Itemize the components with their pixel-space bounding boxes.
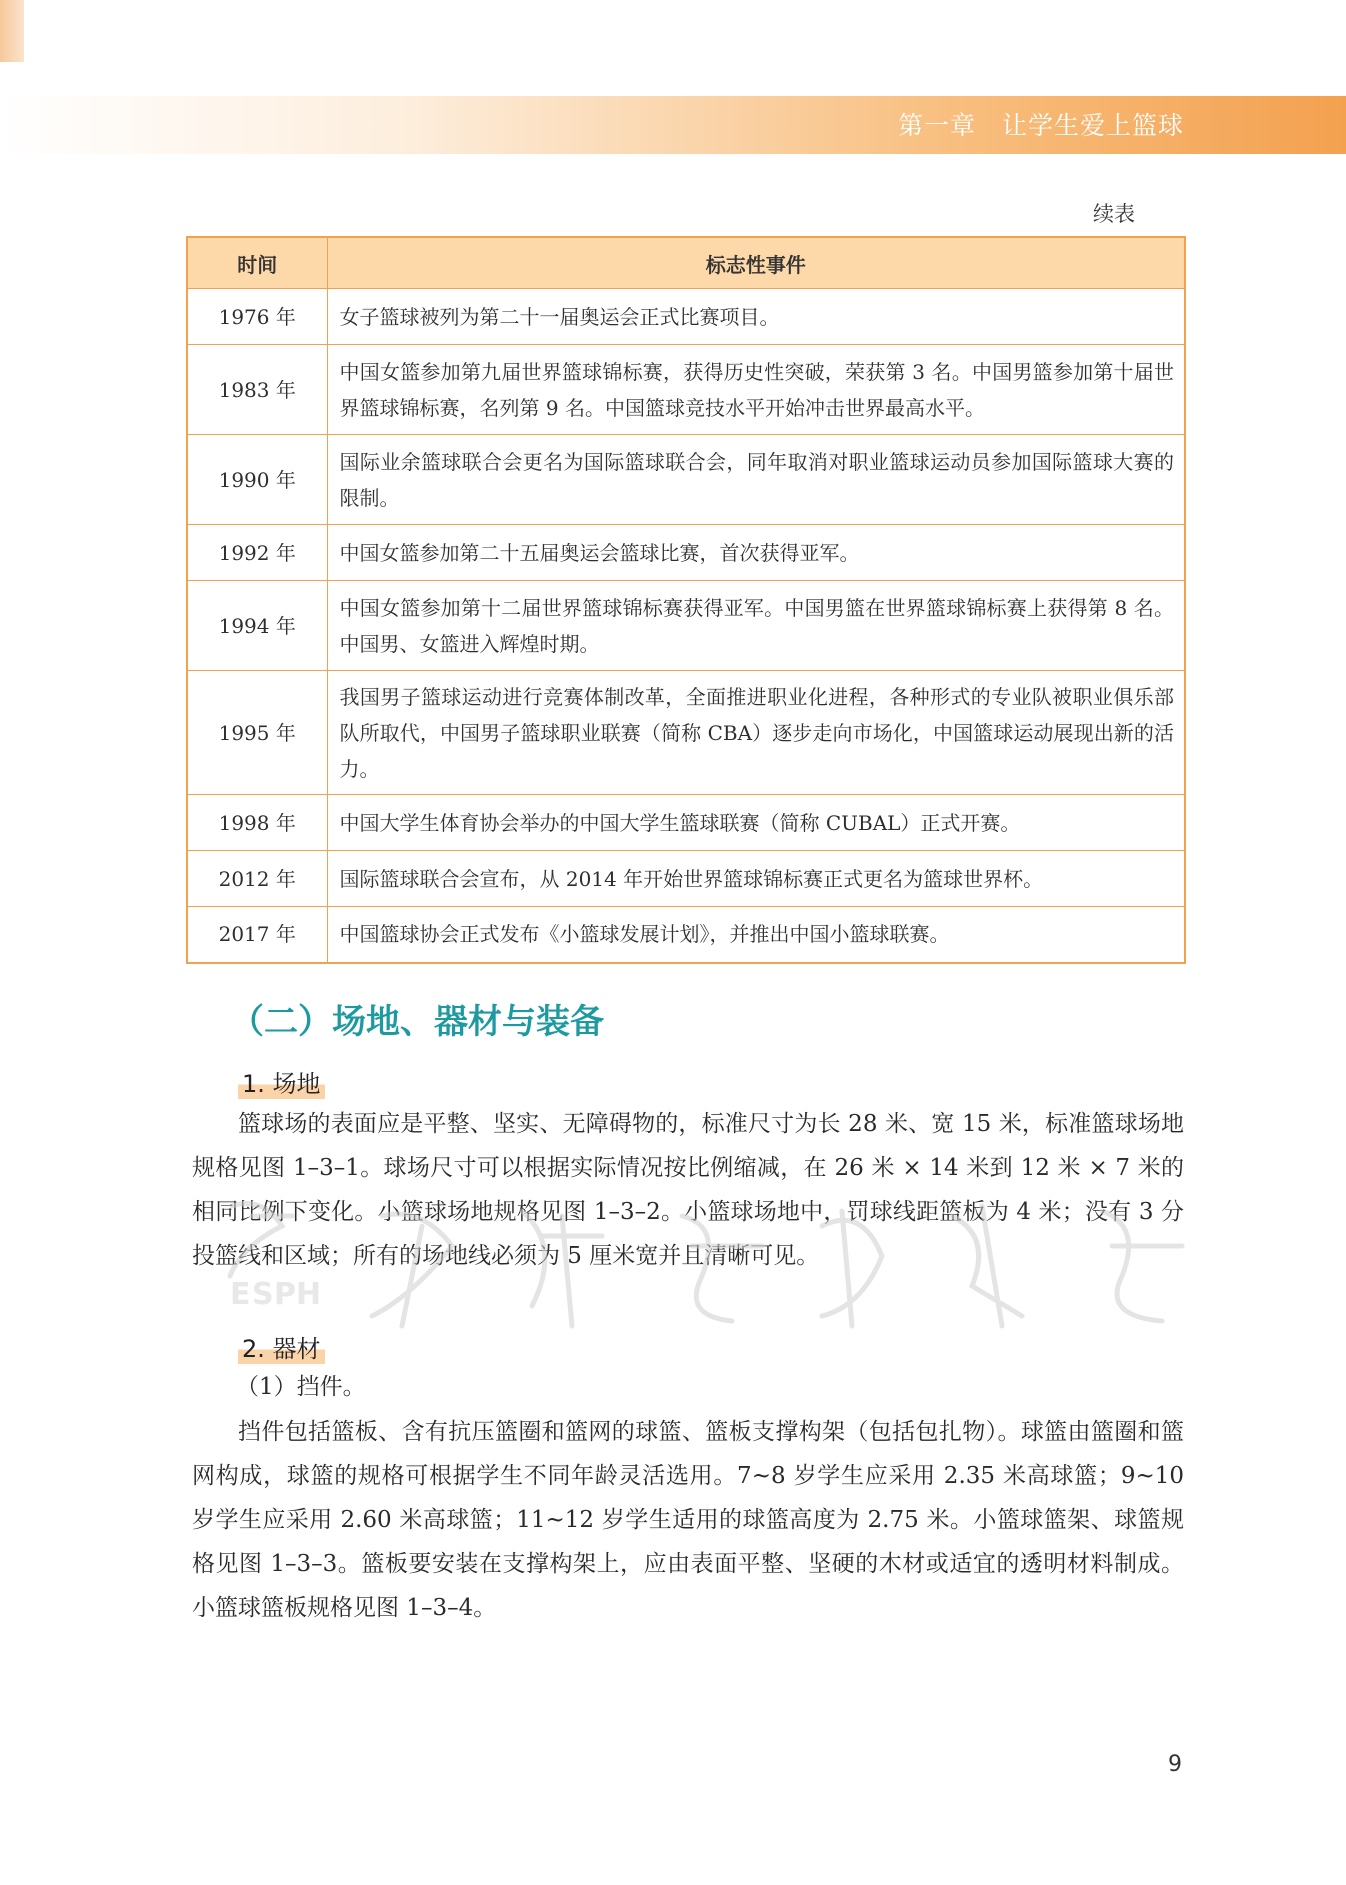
table-row: [187, 795, 1185, 851]
event-cell: 我国男子篮球运动进行竞赛体制改革，全面推进职业化进程，各种形式的专业队被职业俱乐部队所取代，中国男子篮球职业联赛（简称 CBA）逐步走向市场化，中国篮球运动展现出新的活力。: [327, 671, 1185, 795]
paragraph-venue: 篮球场的表面应是平整、坚实、无障碍物的，标准尺寸为长 28 米、宽 15 米，标准篮球场地规格见图 1–3–1。球场尺寸可以根据实际情况按比例缩减，在 26 米 × 14 米到 12 米 × 7 米的相同比例下变化。小篮球场地规格见图 1–3–2。小篮球场地中，罚球线距篮板为 4 米；没有 3 分投篮线和区域；所有的场地线必须为 5 厘米宽并且清晰可见。: [192, 1111, 1184, 1269]
column-header-event: 标志性事件: [327, 237, 1185, 289]
milestone-table: [186, 236, 1186, 964]
year-cell: 1994 年: [187, 581, 327, 671]
year-cell: 1992 年: [187, 525, 327, 581]
table-row: [187, 435, 1185, 525]
table-row: [187, 581, 1185, 671]
table-row: [187, 671, 1185, 795]
chapter-title: 第一章 让学生爱上篮球: [897, 111, 1184, 140]
corner-decoration: [0, 0, 24, 62]
event-cell: 女子篮球被列为第二十一届奥运会正式比赛项目。: [327, 289, 1185, 345]
event-cell: 国际业余篮球联合会更名为国际篮球联合会，同年取消对职业篮球运动员参加国际篮球大赛的限制。: [327, 435, 1185, 525]
year-cell: 1998 年: [187, 795, 327, 851]
svg-text:S: S: [252, 1277, 274, 1312]
table-row: [187, 345, 1185, 435]
year-cell: 2012 年: [187, 851, 327, 907]
subheading-equipment: 2. 器材: [238, 1329, 325, 1364]
event-cell: 中国女篮参加第九届世界篮球锦标赛，获得历史性突破，荣获第 3 名。中国男篮参加第十届世界篮球锦标赛，名列第 9 名。中国篮球竞技水平开始冲击世界最高水平。: [327, 345, 1185, 435]
event-cell: 中国女篮参加第二十五届奥运会篮球比赛，首次获得亚军。: [327, 525, 1185, 581]
event-cell: 中国篮球协会正式发布《小篮球发展计划》，并推出中国小篮球联赛。: [327, 907, 1185, 963]
table-row: [187, 525, 1185, 581]
year-cell: 1976 年: [187, 289, 327, 345]
event-cell: 中国女篮参加第十二届世界篮球锦标赛获得亚军。中国男篮在世界篮球锦标赛上获得第 8 名。中国男、女篮进入辉煌时期。: [327, 581, 1185, 671]
table-row: [187, 289, 1185, 345]
svg-text:P: P: [274, 1277, 296, 1312]
subheading-venue: 1. 场地: [238, 1064, 325, 1099]
table-header-row: [187, 237, 1185, 289]
year-cell: 1990 年: [187, 435, 327, 525]
section-heading: （二）场地、器材与装备: [230, 1002, 604, 1042]
paragraph-equipment: 挡件包括篮板、含有抗压篮圈和篮网的球篮、篮板支撑构架（包括包扎物）。球篮由篮圈和篮网构成，球篮的规格可根据学生不同年龄灵活选用。7~8 岁学生应采用 2.35 米高球篮；9~10 岁学生应采用 2.60 米高球篮；11~12 岁学生适用的球篮高度为 2.75 米。小篮球篮架、球篮规格见图 1–3–3。篮板要安装在支撑构架上，应由表面平整、坚硬的木材或适宜的透明材料制成。小篮球篮板规格见图 1–3–4。: [192, 1419, 1184, 1621]
year-cell: 1983 年: [187, 345, 327, 435]
table-row: [187, 851, 1185, 907]
column-header-time: 时间: [187, 237, 327, 289]
table-row: [187, 907, 1185, 963]
list-item-label: （1）挡件。: [236, 1374, 366, 1400]
continued-label: 续表: [1093, 202, 1135, 226]
svg-text:H: H: [296, 1277, 322, 1312]
year-cell: 1995 年: [187, 671, 327, 795]
event-cell: 国际篮球联合会宣布，从 2014 年开始世界篮球锦标赛正式更名为篮球世界杯。: [327, 851, 1185, 907]
year-cell: 2017 年: [187, 907, 327, 963]
svg-text:E: E: [230, 1277, 251, 1312]
page-number: 9: [1168, 1752, 1182, 1777]
event-cell: 中国大学生体育协会举办的中国大学生篮球联赛（简称 CUBAL）正式开赛。: [327, 795, 1185, 851]
